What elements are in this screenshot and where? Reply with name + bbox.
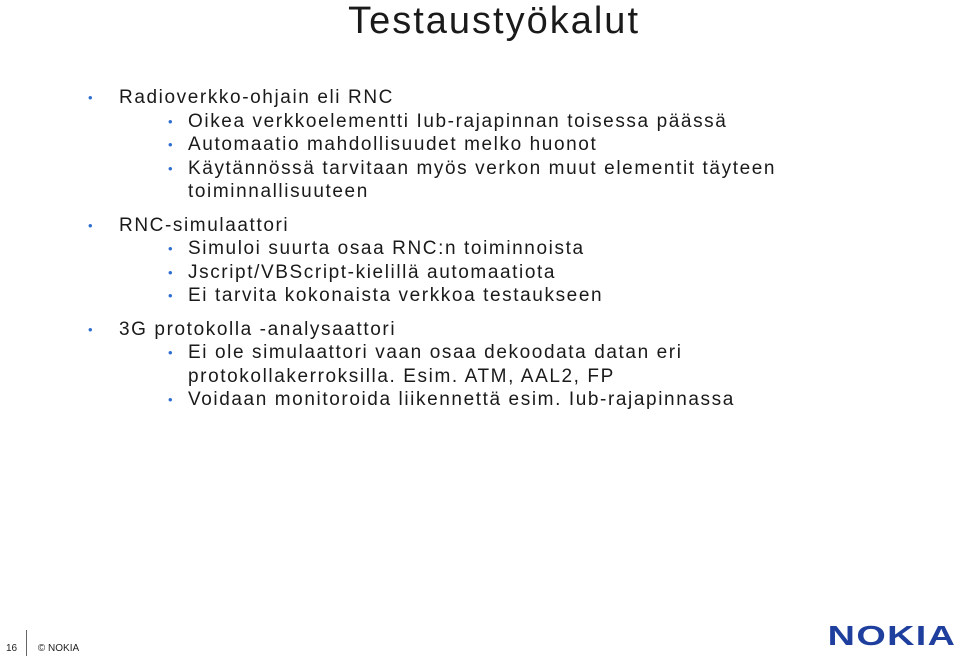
bullet-text: 3G protokolla -analysaattori <box>119 318 397 340</box>
bullet-dot-icon: • <box>168 288 175 303</box>
bullet-dot-icon: • <box>168 160 175 176</box>
footer-divider <box>26 630 27 656</box>
sub-bullet-continuation <box>88 180 928 204</box>
bullet-dot-icon: • <box>168 137 175 152</box>
sub-bullet-text: Ei ole simulaattori vaan osaa dekoodata datan eri <box>188 342 683 363</box>
sub-bullet-text: Ei tarvita kokonaista verkkoa testaukseen <box>188 285 604 306</box>
page-number: 16 <box>6 643 18 654</box>
sub-bullet-item <box>88 261 928 285</box>
bullet-dot-icon: • <box>168 113 175 129</box>
bullet-dot-icon: • <box>88 217 95 233</box>
bullet-list <box>88 86 928 412</box>
bullet-dot-icon: • <box>88 321 95 337</box>
bullet-dot-icon: • <box>88 90 95 105</box>
sub-bullet-text: Oikea verkkoelementti Iub-rajapinnan toisessa päässä <box>188 110 728 132</box>
bullet-item <box>88 86 928 110</box>
sub-bullet-item <box>88 157 928 181</box>
sub-bullet-text: Jscript/VBScript-kielillä automaatiota <box>188 261 557 283</box>
sub-bullet-text: Voidaan monitoroida liikennettä esim. Iub-rajapinnassa <box>188 389 735 410</box>
sub-bullet-item <box>88 341 928 365</box>
bullet-dot-icon: • <box>168 264 175 280</box>
bullet-item <box>88 214 928 238</box>
sub-bullet-item <box>88 284 928 308</box>
sub-bullet-item <box>88 388 928 412</box>
sub-bullet-text: toiminnallisuuteen <box>188 181 369 202</box>
sub-bullet-text: Käytännössä tarvitaan myös verkon muut elementit täyteen <box>188 157 777 179</box>
sub-bullet-item <box>88 110 928 134</box>
nokia-logo: NOKIA <box>827 620 956 651</box>
sub-bullet-item <box>88 237 928 261</box>
bullet-text: RNC-simulaattori <box>119 214 290 236</box>
bullet-dot-icon: • <box>168 345 175 360</box>
bullet-dot-icon: • <box>168 241 175 256</box>
bullet-item <box>88 318 928 342</box>
slide-title: Testaustyökalut <box>348 0 640 42</box>
bullet-text: Radioverkko-ohjain eli RNC <box>119 87 394 108</box>
slide-footer <box>6 643 79 654</box>
sub-bullet-text: Automaatio mahdollisuudet melko huonot <box>188 134 598 155</box>
sub-bullet-text: protokollakerroksilla. Esim. ATM, AAL2, FP <box>188 365 615 387</box>
sub-bullet-continuation <box>88 365 928 389</box>
sub-bullet-item <box>88 133 928 157</box>
bullet-dot-icon: • <box>168 392 175 407</box>
sub-bullet-text: Simuloi suurta osaa RNC:n toiminnoista <box>188 238 585 259</box>
copyright-text: © NOKIA <box>37 643 80 654</box>
